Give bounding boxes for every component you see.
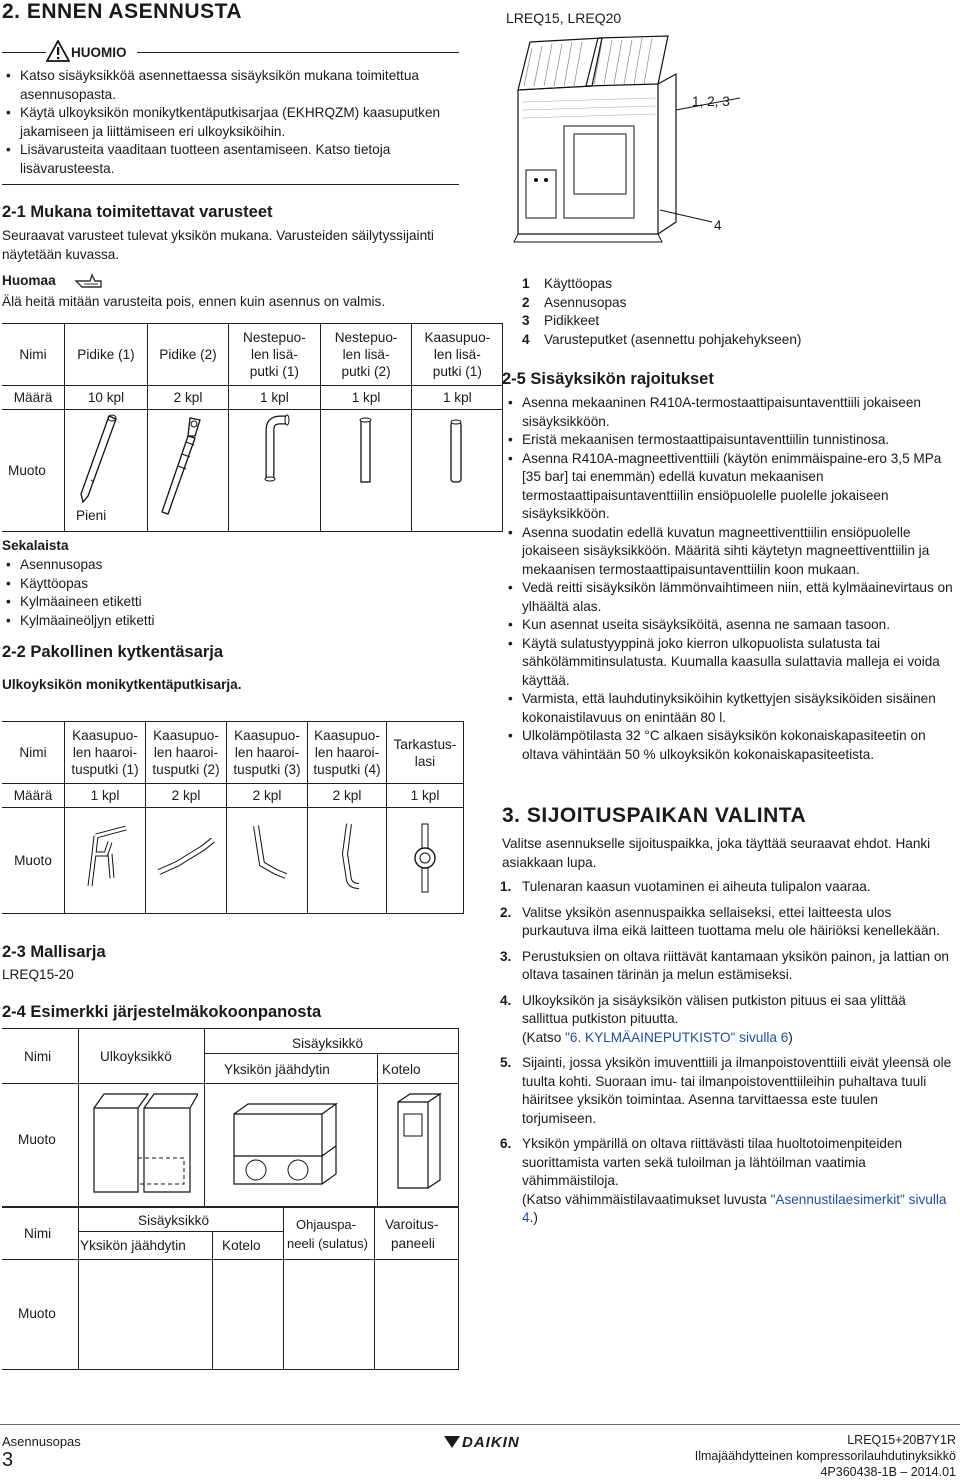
legend-text: Pidikkeet [544, 313, 600, 328]
col-name-line: tusputki (2) [152, 762, 220, 777]
sight-glass-drawing [387, 808, 464, 914]
caution-label: HUOMIO [71, 45, 127, 60]
col-name-line: Kaasupuo- [153, 728, 219, 743]
branch-pipe-2-drawing [146, 808, 227, 914]
warning-panel-label-1: Varoitus- [385, 1217, 439, 1232]
requirement-number: 4. [500, 992, 512, 1008]
liquid-pipe-1-drawing [229, 410, 321, 532]
col-name-line: Kaasupuo- [72, 728, 138, 743]
branch-pipe-3-icon [228, 814, 306, 904]
outdoor-unit-icon [86, 1088, 198, 1200]
misc-item: • Asennusopas [4, 556, 304, 575]
indoor-unit-label: Sisäyksikkö [292, 1036, 364, 1051]
footer-brand-logo [444, 1434, 520, 1451]
misc-list [4, 556, 304, 630]
unit-cooler-label: Yksikön jäähdytin [80, 1238, 186, 1253]
requirement-item [500, 878, 952, 897]
row-header-muoto: Muoto [18, 1306, 56, 1321]
misc-title: Sekalaista [2, 538, 69, 553]
reference-link[interactable]: "6. KYLMÄAINEPUTKISTO" sivulla 6 [565, 1029, 789, 1045]
caution-item: • Käytä ulkoyksikön monikytkentäputkisarjaa (EKHRQZM) kaasuputken jakamiseen ja liittämiseen eri ulkoyksiköihin. [4, 104, 456, 141]
footer-doc-name: Asennusopas [2, 1434, 81, 1449]
col-name-line: len haaroi- [153, 745, 219, 760]
requirement-text: Sijainti, jossa yksikön imuventtiili ja ilmanpoistoventtiili eivät yleensä ole tuulta kohti. Suoraan imu- tai ilmanpoistoventtiileihin puhaltava tuuli häiritsee yksikön toimintaa. Asenna tarvittaessa este tuulen torjumiseen. [522, 1055, 952, 1126]
requirement-item [500, 992, 952, 1048]
callout-4: 4 [714, 218, 722, 233]
misc-item: • Käyttöopas [4, 575, 304, 594]
requirement-item [500, 904, 952, 941]
col-name: Pidike (1) [65, 324, 148, 386]
holder-1-icon [66, 410, 146, 510]
section-2-title: 2. ENNEN ASENNUSTA [2, 0, 243, 23]
col-name-line: lasi [414, 753, 436, 769]
branch-pipe-4-icon [309, 814, 385, 904]
restriction-item: • Vedä reitti sisäyksikön lämmönvaihtimeen niin, että kylmäainevirtaus on ylhäältä alas. [506, 579, 954, 616]
col-name-line: len haaroi- [72, 745, 138, 760]
brand-name: DAIKIN [462, 1434, 520, 1451]
reference-text: (Katso [522, 1029, 566, 1045]
col-name [308, 722, 387, 784]
section-2-1-title: 2-1 Mukana toimitettavat varusteet [2, 203, 273, 221]
branch-pipe-2-icon [147, 814, 225, 904]
qty-cell: 1 kpl [229, 386, 321, 410]
row-header-muoto: Muoto [2, 410, 65, 532]
requirement-item [500, 1135, 952, 1228]
row-header-maara: Määrä [2, 386, 65, 410]
reference-link[interactable]: "Asennustilaesimerkit" sivulla 4 [522, 1191, 947, 1225]
indoor-unit-label: Sisäyksikkö [138, 1213, 210, 1228]
legend-text: Käyttöopas [544, 276, 613, 291]
control-panel-label-1: Ohjauspa- [296, 1217, 356, 1232]
caution-item: • Katso sisäyksikköä asennettaessa sisäyksikön mukana toimitettua asennusopasta. [4, 67, 456, 104]
legend-number: 3 [522, 313, 530, 328]
col-name-line: Kaasupuo- [314, 728, 380, 743]
figure-legend [522, 275, 942, 349]
gas-pipe-1-drawing [412, 410, 503, 532]
section-3-intro: Valitse asennukselle sijoituspaikka, joka täyttää seuraavat ehdot. Hanki asiakkaan lupa. [502, 836, 931, 870]
legend-number: 1 [522, 276, 530, 291]
col-name [387, 722, 464, 784]
section-2-2-subtitle: Ulkoyksikön monikytkentäputkisarja. [2, 677, 242, 692]
requirement-number: 6. [500, 1136, 512, 1151]
cabinet-label: Kotelo [382, 1062, 421, 1077]
requirement-number: 2. [500, 904, 512, 920]
col-name-line: len haaroi- [234, 745, 300, 760]
caution-item: • Lisävarusteita vaaditaan tuotteen asentamiseen. Katso tietoja lisävarusteesta. [4, 141, 456, 178]
legend-item [522, 312, 942, 331]
legend-text: Asennusopas [544, 294, 627, 310]
branch-pipe-4-drawing [308, 808, 387, 914]
unit-cooler-label: Yksikön jäähdytin [224, 1062, 330, 1077]
section-2-4-title: 2-4 Esimerkki järjestelmäkokoonpanosta [2, 1003, 322, 1021]
holder-2-icon [148, 410, 228, 520]
control-panel-label-2: neeli (sulatus) [287, 1236, 368, 1251]
legend-number: 2 [522, 294, 530, 310]
col-name: Kaasupuo-len lisä-putki (1) [412, 324, 503, 386]
restriction-item: • Asenna mekaaninen R410A-termostaattipaisuntaventtiili jokaiseen sisäyksikköön. [506, 394, 954, 431]
requirement-text: Ulkoyksikön ja sisäyksikön välisen putkiston pituus ei saa ylittää sallittua putkiston pituutta. [522, 992, 906, 1026]
model-header: LREQ15, LREQ20 [506, 10, 622, 26]
qty-cell: 2 kpl [146, 784, 227, 808]
legend-item [522, 331, 942, 350]
brand-triangle-icon [444, 1436, 460, 1448]
branch-pipe-1-icon [66, 814, 144, 904]
qty-cell: 1 kpl [387, 784, 464, 808]
sight-glass-icon [388, 814, 462, 904]
qty-cell: 1 kpl [320, 386, 412, 410]
outdoor-unit-figure [500, 30, 750, 252]
requirement-text: Tulenaran kaasun vuotaminen ei aiheuta tulipalon vaaraa. [522, 879, 871, 894]
liquid-pipe-2-icon [326, 410, 406, 490]
note-text: Älä heitä mitään varusteita pois, ennen kuin asennus on valmis. [2, 294, 386, 309]
restriction-item: • Eristä mekaanisen termostaattipaisuntaventtiilin tunnistinosa. [506, 431, 954, 450]
row-header-maara: Määrä [2, 784, 65, 808]
row-header-nimi: Nimi [24, 1226, 52, 1241]
requirement-text: Yksikön ympärillä on oltava riittävästi tilaa huoltotoimenpiteiden suorittamista varten sekä tuloilman ja lähtöilman vaatimia vähimmäistiloja. [522, 1136, 903, 1188]
legend-item [522, 275, 942, 294]
reference-text: (Katso vähimmäistilavaatimukset luvusta [522, 1191, 771, 1207]
legend-item [522, 294, 942, 313]
col-name-line: tusputki (1) [71, 762, 139, 777]
col-name-line: tusputki (3) [233, 762, 301, 777]
system-table-1 [0, 1028, 470, 1208]
system-table-2 [0, 1206, 470, 1370]
row-header-muoto: Muoto [18, 1132, 56, 1147]
requirement-number: 3. [500, 948, 512, 964]
caution-list [4, 67, 456, 178]
restriction-item: • Varmista, että lauhdutinyksiköihin kytkettyjen sisäyksiköiden sisäinen kokonaistilavuus on enintään 80 l. [506, 690, 954, 727]
callout-1-2-3: 1, 2, 3 [692, 94, 730, 109]
branch-pipe-3-drawing [227, 808, 308, 914]
qty-cell: 2 kpl [148, 386, 229, 410]
section-2-3-title: 2-3 Mallisarja [2, 943, 106, 961]
requirement-text: Perustuksien on oltava riittävät kantamaan yksikön painon, ja lattian on oltava tasainen tärinän ja melun estämiseksi. [522, 948, 949, 982]
requirement-item [500, 1054, 952, 1128]
section-2-1-text: Seuraavat varusteet tulevat yksikön mukana. Varusteiden säilytyssijainti näytetään kuvassa. [2, 228, 434, 262]
branch-pipe-1-drawing [65, 808, 146, 914]
col-name: Nestepuo-len lisä-putki (1) [229, 324, 321, 386]
col-header-nimi: Nimi [2, 722, 65, 784]
requirement-item [500, 948, 952, 985]
qty-cell: 1 kpl [65, 784, 146, 808]
requirement-text: Valitse yksikön asennuspaikka sellaiseksi, ettei laitteesta ulos purkautuva ilma eikä laitteen tuottama melu ole häiriöksi kenellekään. [522, 904, 940, 938]
requirement-number: 5. [500, 1055, 512, 1070]
unit-cooler-icon [214, 1100, 364, 1194]
accessories-table [2, 323, 503, 532]
reference-text: .) [529, 1210, 538, 1225]
col-name [65, 722, 146, 784]
qty-cell: 2 kpl [308, 784, 387, 808]
connection-kit-table [2, 721, 464, 914]
col-name-line: Kaasupuo- [234, 728, 300, 743]
liquid-pipe-1-icon [234, 410, 314, 490]
section-2-2-title: 2-2 Pakollinen kytkentäsarja [2, 643, 224, 661]
gas-pipe-1-icon [417, 410, 497, 490]
qty-cell: 1 kpl [412, 386, 503, 410]
restrictions-list [506, 394, 954, 764]
footer-model: LREQ15+20B7Y1R [847, 1433, 956, 1447]
footer-code: 4P360438-1B – 2014.01 [820, 1465, 956, 1479]
col-name: Pidike (2) [148, 324, 229, 386]
footer-product: Ilmajäähdytteinen kompressorilauhdutinyksikkö [694, 1449, 956, 1463]
col-name-line: len haaroi- [314, 745, 380, 760]
col-name-line: tusputki (4) [313, 762, 381, 777]
footer-info [695, 1432, 956, 1480]
legend-number: 4 [522, 331, 530, 347]
site-requirements-list [500, 878, 952, 1228]
row-header-nimi: Nimi [24, 1049, 52, 1064]
warning-triangle-icon [46, 40, 70, 62]
col-name: Nestepuo-len lisä-putki (2) [320, 324, 412, 386]
reference-text: ) [788, 1029, 793, 1045]
outdoor-unit-label: Ulkoyksikkö [100, 1049, 172, 1064]
qty-cell: 10 kpl [65, 386, 148, 410]
legend-text: Varusteputket (asennettu pohjakehykseen) [544, 331, 802, 347]
section-3-title: 3. SIJOITUSPAIKAN VALINTA [502, 804, 807, 827]
cabinet-icon [384, 1092, 454, 1202]
row-header-muoto: Muoto [2, 808, 65, 914]
small-label: Pieni [76, 508, 107, 523]
restriction-item: • Kun asennat useita sisäyksiköitä, asenna ne samaan tasoon. [506, 616, 954, 635]
section-2-5-title: 2-5 Sisäyksikön rajoitukset [502, 370, 714, 388]
col-header-nimi: Nimi [2, 324, 65, 386]
qty-cell: 2 kpl [227, 784, 308, 808]
cabinet-label: Kotelo [222, 1238, 261, 1253]
liquid-pipe-2-drawing [320, 410, 412, 532]
restriction-item: • Käytä sulatustyyppinä joko kierron ulkopuolista sulatusta tai sähkölämmitinsulatusta. Kuumalla kaasulla sulattavia malleja ei voida käyttää. [506, 635, 954, 691]
restriction-item: • Asenna R410A-magneettiventtiili (käytön enimmäispaine-ero 3,5 MPa [35 bar] tai enemmän) edellä kuvatun mekaanisen termostaattipaisuntaventtiilin ensiöpuolelle puolelle jokaiseen sisäyksikköön. [506, 450, 954, 524]
misc-item: • Kylmäaineöljyn etiketti [4, 612, 304, 631]
col-name [227, 722, 308, 784]
holder-2-drawing [148, 410, 229, 532]
footer-page-number: 3 [2, 1449, 14, 1471]
misc-item: • Kylmäaineen etiketti [4, 593, 304, 612]
col-name-line: Tarkastus- [393, 736, 457, 752]
section-2-3-text: LREQ15-20 [2, 967, 74, 982]
restriction-item: • Ulkolämpötilasta 32 °C alkaen sisäyksikön kokonaiskapasiteetin on oltava vähintään 50 % ulkoyksikön kokonaiskapasiteetista. [506, 727, 954, 764]
col-name [146, 722, 227, 784]
note-hand-icon [74, 272, 104, 290]
requirement-number: 1. [500, 879, 512, 894]
restriction-item: • Asenna suodatin edellä kuvatun magneettiventtiilin ensiöpuolelle jokaiseen sisäyksikköön. Määritä sihti käytetyn magneettiventtiilin ja mekaanisen termostaattipaisuntaventtiilin koon mukaan. [506, 524, 954, 580]
note-label: Huomaa [2, 273, 56, 288]
warning-panel-label-2: paneeli [391, 1236, 435, 1251]
